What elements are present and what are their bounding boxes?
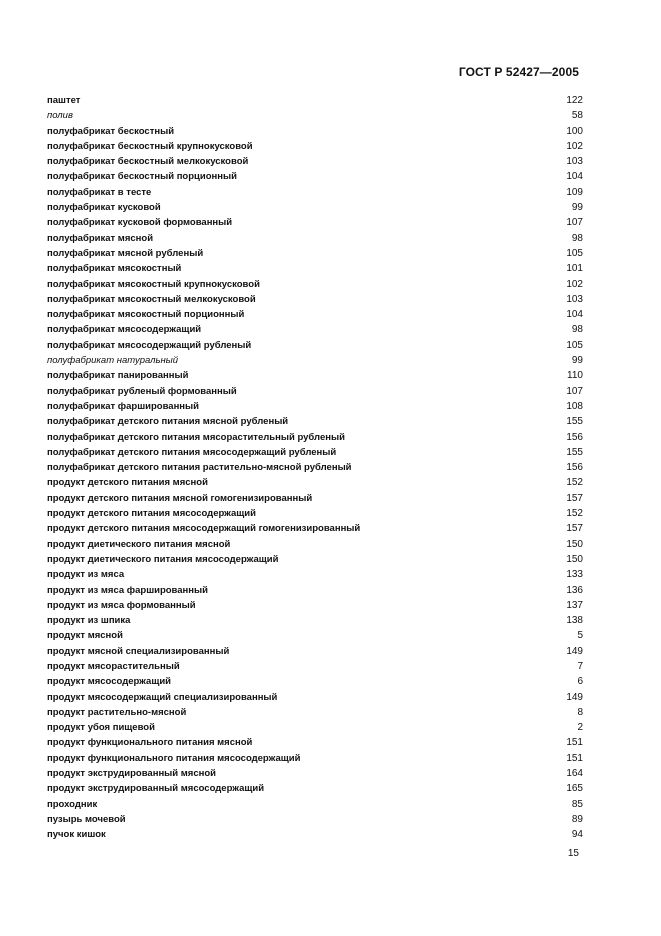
index-entry-page: 110 (567, 370, 583, 382)
index-entry-term: проходник (47, 798, 98, 810)
index-entry-term: полуфабрикат бескостный (47, 125, 175, 137)
index-entry (47, 644, 583, 659)
index-entry-term: продукт экструдированный мясосодержащий (47, 783, 265, 795)
index-entry (47, 139, 583, 154)
index-entry (47, 598, 583, 613)
index-entry-page: 156 (566, 431, 583, 443)
index-entry-page: 138 (566, 615, 583, 627)
index-entry-page: 122 (566, 95, 583, 106)
index-entry-term: полуфабрикат кусковой (47, 202, 161, 214)
index-entry-page: 149 (566, 691, 583, 703)
index-entry (47, 567, 583, 582)
index-entry (47, 537, 583, 552)
index-entry (47, 766, 583, 781)
index-entry-page: 6 (577, 676, 583, 688)
index-entry-term: полуфабрикат детского питания мясной рубленый (47, 416, 289, 428)
index-entry (47, 169, 583, 184)
index-entry (47, 200, 583, 215)
index-entry (47, 735, 583, 750)
index-entry-term: пузырь мочевой (47, 813, 126, 825)
index-entry-term: полуфабрикат мясосодержащий рубленый (47, 339, 252, 351)
index-entry-page: 157 (566, 492, 583, 504)
index-entry-page: 155 (566, 446, 583, 458)
index-entry (47, 613, 583, 628)
index-entry-term: полуфабрикат мясокостный мелкокусковой (47, 293, 256, 305)
index-entry (47, 414, 583, 429)
document-standard-id: ГОСТ Р 52427—2005 (458, 65, 579, 79)
index-entry-term: продукт из мяса фаршированный (47, 584, 208, 596)
index-entry (47, 690, 583, 705)
index-entry-page: 102 (566, 278, 583, 290)
index-entry (47, 430, 583, 445)
index-entry-page: 101 (566, 263, 583, 275)
index-entry (47, 108, 583, 123)
index-entry (47, 812, 583, 827)
index-entry-page: 7 (577, 660, 583, 672)
index-entry-term: полуфабрикат фаршированный (47, 400, 199, 412)
index-entry (47, 751, 583, 766)
index-entry-term: полуфабрикат мясокостный крупнокусковой (47, 278, 260, 290)
index-entry (47, 277, 583, 292)
index-entry-term: пучок кишок (47, 829, 106, 841)
index-entry (47, 399, 583, 414)
index-entry-page: 164 (566, 768, 583, 780)
index-entry (47, 781, 583, 796)
index-entry (47, 659, 583, 674)
index-entry-term: полуфабрикат мясосодержащий (47, 324, 202, 336)
index-entry-term: полуфабрикат мясокостный (47, 263, 182, 275)
index-entry (47, 445, 583, 460)
index-entry (47, 93, 583, 108)
index-entry-term: полуфабрикат в тесте (47, 186, 152, 198)
index-entry-page: 85 (571, 798, 583, 810)
index-entry-term: полив (47, 110, 73, 122)
index-entry-page: 157 (566, 523, 583, 535)
index-entry-term: полуфабрикат детского питания мясосодержащий рубленый (47, 446, 337, 458)
index-entry-page: 98 (571, 232, 583, 244)
index-entry (47, 491, 583, 506)
index-entry-page: 165 (566, 783, 583, 795)
index-entry-term: продукт из мяса (47, 569, 125, 581)
index-entry-term: продукт из шпика (47, 615, 131, 627)
index-entry (47, 292, 583, 307)
index-entry-page: 100 (566, 125, 583, 137)
index-entry-term: паштет (47, 95, 81, 106)
index-entry-term: продукт детского питания мясной (47, 477, 208, 489)
index-entry-page: 2 (577, 722, 583, 734)
index-entry-term: полуфабрикат мясокостный порционный (47, 309, 245, 321)
index-entry-page: 152 (566, 477, 583, 489)
index-entry-page: 103 (566, 156, 583, 168)
index-entry-page: 152 (566, 508, 583, 520)
index-entry (47, 720, 583, 735)
index-entry-term: полуфабрикат натуральный (47, 355, 179, 367)
index-entry-term: продукт детского питания мясосодержащий (47, 508, 256, 520)
index-entry-term: полуфабрикат детского питания растительно-мясной рубленый (47, 462, 352, 474)
index-entry-page: 58 (571, 110, 583, 122)
index-entry-page: 137 (566, 599, 583, 611)
index-entry-page: 104 (566, 171, 583, 183)
index-entry-term: продукт мясосодержащий специализированный (47, 691, 278, 703)
index-entry (47, 261, 583, 276)
index-entry-page: 8 (577, 706, 583, 718)
index-entry (47, 246, 583, 261)
index-entry-page: 102 (566, 140, 583, 152)
index-entry (47, 185, 583, 200)
index-entry-page: 150 (566, 553, 583, 565)
index-entry (47, 460, 583, 475)
index-entry (47, 124, 583, 139)
index-entry-page: 89 (571, 813, 583, 825)
index-entry-term: продукт диетического питания мясной (47, 538, 231, 550)
index-entry-page: 149 (566, 645, 583, 657)
index-entry (47, 384, 583, 399)
index-entry-term: полуфабрикат рубленый формованный (47, 385, 237, 397)
index-entry-term: полуфабрикат бескостный мелкокусковой (47, 156, 249, 168)
index-entry (47, 338, 583, 353)
index-entry (47, 154, 583, 169)
index-entry-page: 150 (566, 538, 583, 550)
index-entry (47, 475, 583, 490)
index-entry (47, 506, 583, 521)
index-entry-page: 156 (566, 462, 583, 474)
index-entry-page: 105 (566, 247, 583, 259)
index-entry (47, 231, 583, 246)
index-entry (47, 322, 583, 337)
index-entry-term: полуфабрикат мясной (47, 232, 154, 244)
index-entry-page: 155 (566, 416, 583, 428)
index-entry-term: продукт экструдированный мясной (47, 768, 217, 780)
index-entry-term: продукт растительно-мясной (47, 706, 187, 718)
index-entry-page: 94 (571, 829, 583, 841)
index-entry-page: 108 (566, 400, 583, 412)
index-entry-term: полуфабрикат бескостный крупнокусковой (47, 140, 253, 152)
index-entry-page: 107 (566, 217, 583, 229)
index-entry (47, 705, 583, 720)
index-entry-term: продукт убоя пищевой (47, 722, 155, 734)
index-entry-term: продукт мясной специализированный (47, 645, 230, 657)
index-entry-page: 151 (566, 737, 583, 749)
index-entry-term: полуфабрикат мясной рубленый (47, 247, 204, 259)
index-entry-page: 103 (566, 293, 583, 305)
index-entry-page: 5 (577, 630, 583, 642)
index-entry (47, 368, 583, 383)
index-entry-term: продукт из мяса формованный (47, 599, 196, 611)
index-entry-page: 151 (566, 752, 583, 764)
index-entry-term: полуфабрикат кусковой формованный (47, 217, 233, 229)
index-entry-term: продукт мясорастительный (47, 660, 180, 672)
index-entry-page: 136 (566, 584, 583, 596)
index-entry (47, 353, 583, 368)
index-entry-page: 99 (571, 355, 583, 367)
index-entry-term: продукт мясной (47, 630, 123, 642)
index-entry (47, 827, 583, 842)
index-entry-term: полуфабрикат панированный (47, 370, 189, 382)
index-entry-term: продукт детского питания мясной гомогенизированный (47, 492, 313, 504)
index-entry-page: 98 (571, 324, 583, 336)
index-entry (47, 628, 583, 643)
index-entry (47, 797, 583, 812)
index-entry (47, 674, 583, 689)
index-entry-list (47, 93, 583, 843)
index-entry-page: 105 (566, 339, 583, 351)
index-entry-term: полуфабрикат бескостный порционный (47, 171, 237, 183)
index-entry-term: продукт диетического питания мясосодержащий (47, 553, 279, 565)
index-entry-page: 107 (566, 385, 583, 397)
index-entry-term: полуфабрикат детского питания мясорастительный рубленый (47, 431, 345, 443)
index-entry (47, 215, 583, 230)
index-entry-term: продукт функционального питания мясосодержащий (47, 752, 301, 764)
index-entry-term: продукт детского питания мясосодержащий гомогенизированный (47, 523, 361, 535)
index-entry-term: продукт мясосодержащий (47, 676, 172, 688)
index-entry (47, 521, 583, 536)
index-entry (47, 552, 583, 567)
index-entry-term: продукт функционального питания мясной (47, 737, 253, 749)
index-entry (47, 307, 583, 322)
index-entry-page: 133 (566, 569, 583, 581)
page-number: 15 (567, 848, 579, 859)
index-entry-page: 109 (566, 186, 583, 198)
index-entry-page: 99 (571, 202, 583, 214)
index-entry-page: 104 (566, 309, 583, 321)
index-entry (47, 583, 583, 598)
